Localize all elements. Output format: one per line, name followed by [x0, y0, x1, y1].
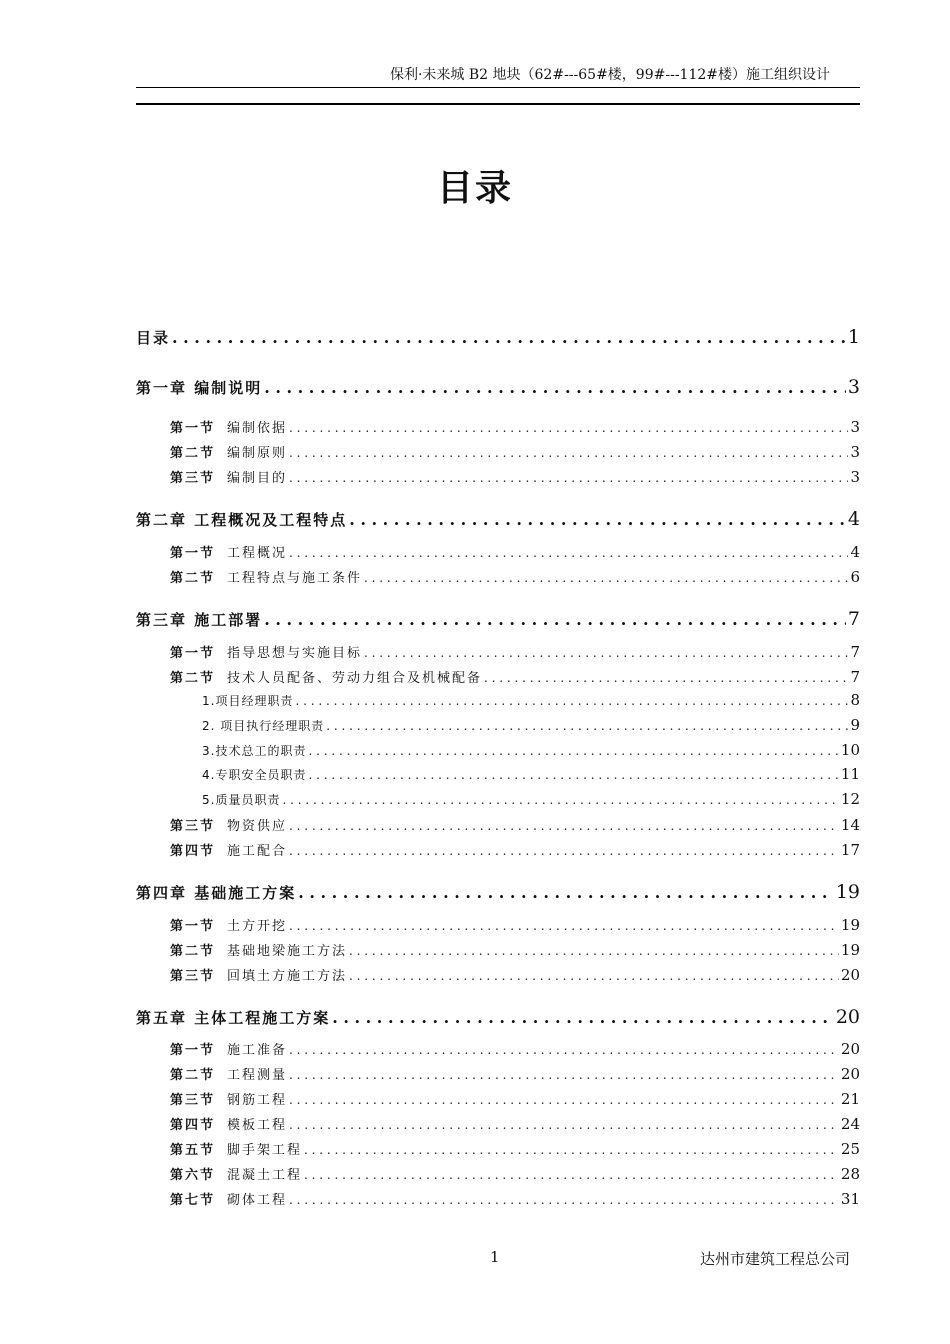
- toc-page-number: 7: [847, 608, 860, 630]
- toc-leader-dots: [484, 671, 848, 685]
- toc-page-number: 12: [840, 790, 860, 808]
- toc-leader-dots: [289, 819, 839, 833]
- toc-leader-dots: [289, 1043, 839, 1057]
- toc-section-number: 第一节: [170, 421, 216, 436]
- toc-entry-label: 第一章 编制说明: [136, 379, 263, 397]
- toc-page-number: 4: [850, 543, 860, 561]
- toc-entry[interactable]: [170, 467, 860, 486]
- toc-leader-dots: [289, 1193, 839, 1207]
- toc-entry-label: [170, 1139, 302, 1158]
- toc-entry[interactable]: [170, 940, 860, 959]
- toc-entry-label: [170, 417, 287, 436]
- toc-section-number: 第三节: [170, 1093, 216, 1108]
- toc-entry-label: [170, 1189, 287, 1208]
- toc-entry-label: [170, 542, 287, 561]
- toc-entry[interactable]: [136, 1006, 860, 1028]
- toc-entry[interactable]: [170, 1114, 860, 1133]
- toc-section-title: 工程特点与施工条件: [227, 571, 363, 586]
- toc-entry-label: 第四章 基础施工方案: [136, 884, 297, 902]
- toc-section-number: 第二节: [170, 944, 216, 959]
- toc-entry-label: [170, 467, 287, 486]
- toc-page-number: 20: [840, 1040, 860, 1058]
- toc-entry[interactable]: [170, 1089, 860, 1108]
- toc-section-number: 第六节: [170, 1168, 216, 1183]
- toc-leader-dots: [172, 328, 846, 347]
- toc-entry[interactable]: [170, 1189, 860, 1208]
- toc-section-number: 第一节: [170, 919, 216, 934]
- toc-entry-label: [170, 667, 482, 686]
- toc-section-title: 施工配合: [227, 844, 288, 859]
- toc-leader-dots: [282, 793, 838, 807]
- toc-page-number: 19: [840, 941, 860, 959]
- toc-entry[interactable]: [170, 965, 860, 984]
- toc-section-title: 施工准备: [227, 1043, 288, 1058]
- toc-section-title: 编制依据: [227, 421, 288, 436]
- toc-section-number: 第五节: [170, 1143, 216, 1158]
- toc-section-title: 编制原则: [227, 446, 288, 461]
- toc-leader-dots: [289, 421, 848, 435]
- toc-entry[interactable]: [170, 1139, 860, 1158]
- toc-section-number: 第七节: [170, 1193, 216, 1208]
- toc-section-number: 第一节: [170, 546, 216, 561]
- header-rule-thick: [136, 103, 860, 105]
- toc-page-number: 8: [850, 691, 860, 709]
- toc-leader-dots: [295, 694, 848, 708]
- toc-section-number: 第一节: [170, 646, 216, 661]
- toc-entry[interactable]: [136, 508, 860, 530]
- toc-entry[interactable]: [170, 1064, 860, 1083]
- toc-entry[interactable]: [136, 608, 860, 630]
- toc-entry-label: 1.项目经理职责: [202, 694, 294, 708]
- toc-entry-label: [170, 940, 347, 959]
- toc-entry-label: [170, 567, 362, 586]
- toc-entry[interactable]: [202, 790, 860, 808]
- toc-page-number: 19: [835, 881, 860, 903]
- toc-entry-label: [170, 1039, 287, 1058]
- toc-entry[interactable]: [170, 542, 860, 561]
- toc-section-title: 工程测量: [227, 1068, 288, 1083]
- toc-entry[interactable]: [170, 567, 860, 586]
- toc-section-number: 第四节: [170, 844, 216, 859]
- toc-section-number: 第一节: [170, 1043, 216, 1058]
- toc-section-number: 第二节: [170, 446, 216, 461]
- toc-page-number: 20: [840, 966, 860, 984]
- toc-entry-label: 2. 项目执行经理职责: [202, 719, 325, 733]
- toc-section-title: 工程概况: [227, 546, 288, 561]
- toc-entry[interactable]: [170, 815, 860, 834]
- toc-section-number: 第二节: [170, 571, 216, 586]
- toc-section-title: 砌体工程: [227, 1193, 288, 1208]
- toc-entry[interactable]: [202, 716, 860, 734]
- toc-leader-dots: [289, 919, 839, 933]
- toc-leader-dots: [264, 378, 846, 397]
- toc-section-number: 第二节: [170, 671, 216, 686]
- toc-entry-label: 目录: [136, 329, 171, 347]
- toc-entry[interactable]: [202, 691, 860, 709]
- toc-leader-dots: [349, 510, 846, 529]
- toc-entry[interactable]: [170, 417, 860, 436]
- toc-page-number: 3: [850, 468, 860, 486]
- toc-leader-dots: [308, 768, 838, 782]
- toc-entry-label: [170, 915, 287, 934]
- toc-entry-label: 4.专职安全员职责: [202, 768, 307, 782]
- toc-entry[interactable]: [170, 840, 860, 859]
- toc-entry-label: 第二章 工程概况及工程特点: [136, 511, 348, 529]
- toc-section-title: 回填土方施工方法: [227, 969, 348, 984]
- toc-leader-dots: [289, 1118, 839, 1132]
- toc-page-number: 11: [840, 765, 860, 783]
- toc-section-title: 钢筋工程: [227, 1093, 288, 1108]
- toc-page-number: 3: [850, 443, 860, 461]
- toc-leader-dots: [289, 1068, 839, 1082]
- toc-leader-dots: [308, 744, 838, 758]
- toc-section-number: 第三节: [170, 819, 216, 834]
- toc-entry-label: 5.质量员职责: [202, 793, 281, 807]
- toc-section-number: 第三节: [170, 471, 216, 486]
- running-header: 保利·未来城 B2 地块（62#---65#楼，99#---112#楼）施工组织设计: [389, 67, 830, 83]
- toc-section-number: 第二节: [170, 1068, 216, 1083]
- toc-leader-dots: [289, 844, 839, 858]
- toc-entry-label: [170, 442, 287, 461]
- toc-entry[interactable]: [170, 1164, 860, 1183]
- toc-page-number: 7: [850, 668, 860, 686]
- toc-leader-dots: [289, 446, 848, 460]
- toc-page-number: 1: [847, 326, 860, 348]
- toc-entry[interactable]: [170, 442, 860, 461]
- toc-section-title: 脚手架工程: [227, 1143, 303, 1158]
- toc-section-title: 混凝土工程: [227, 1168, 303, 1183]
- toc-section-title: 土方开挖: [227, 919, 288, 934]
- toc-entry-label: [170, 1089, 287, 1108]
- toc-section-title: 指导思想与实施目标: [227, 646, 363, 661]
- toc-page-number: 6: [850, 568, 860, 586]
- toc-section-number: 第三节: [170, 969, 216, 984]
- toc-entry[interactable]: [170, 667, 860, 686]
- toc-entry[interactable]: [136, 376, 860, 398]
- toc-entry[interactable]: [202, 765, 860, 783]
- toc-section-title: 编制目的: [227, 471, 288, 486]
- toc-page-number: 7: [850, 643, 860, 661]
- toc-page-number: 24: [840, 1115, 860, 1133]
- toc-leader-dots: [289, 546, 848, 560]
- toc-leader-dots: [349, 944, 839, 958]
- toc-entry-label: [170, 642, 362, 661]
- toc-entry-label: 第三章 施工部署: [136, 611, 263, 629]
- toc-entry-label: [170, 965, 347, 984]
- toc-section-title: 物资供应: [227, 819, 288, 834]
- footer-page-number: 1: [490, 1248, 500, 1266]
- toc-page-number: 20: [835, 1006, 860, 1028]
- toc-page-number: 17: [840, 841, 860, 859]
- toc-entry-label: [170, 840, 287, 859]
- toc-leader-dots: [264, 610, 846, 629]
- toc-leader-dots: [304, 1143, 839, 1157]
- header-rule-thin: [136, 87, 860, 88]
- toc-entry[interactable]: [136, 881, 860, 903]
- toc-page-number: 10: [840, 741, 860, 759]
- toc-entry-label: [170, 1114, 287, 1133]
- toc-page-number: 9: [850, 716, 860, 734]
- toc-page-number: 21: [840, 1090, 860, 1108]
- toc-leader-dots: [364, 571, 848, 585]
- toc-leader-dots: [364, 646, 848, 660]
- toc-leader-dots: [298, 883, 834, 902]
- toc-page-number: 31: [840, 1190, 860, 1208]
- toc-entry-label: 第五章 主体工程施工方案: [136, 1009, 331, 1027]
- toc-leader-dots: [349, 969, 839, 983]
- toc-entry-label: [170, 1064, 287, 1083]
- toc-page-number: 28: [840, 1165, 860, 1183]
- toc-entry[interactable]: [170, 642, 860, 661]
- toc-entry-label: [170, 815, 287, 834]
- toc-leader-dots: [304, 1168, 839, 1182]
- footer-company: 达州市建筑工程总公司: [699, 1250, 850, 1268]
- toc-page-number: 25: [840, 1140, 860, 1158]
- toc-page-number: 19: [840, 916, 860, 934]
- toc-entry[interactable]: [202, 741, 860, 759]
- toc-entry-label: [170, 1164, 302, 1183]
- toc-leader-dots: [332, 1008, 834, 1027]
- toc-leader-dots: [289, 471, 848, 485]
- toc-page-number: 14: [840, 816, 860, 834]
- toc-page-number: 3: [850, 418, 860, 436]
- toc-leader-dots: [289, 1093, 839, 1107]
- page-title: 目录: [436, 168, 513, 209]
- toc-entry[interactable]: [170, 915, 860, 934]
- toc-entry[interactable]: [136, 326, 860, 348]
- toc-entry[interactable]: [170, 1039, 860, 1058]
- toc-section-number: 第四节: [170, 1118, 216, 1133]
- toc-page-number: 4: [847, 508, 860, 530]
- toc-page-number: 3: [847, 376, 860, 398]
- toc-leader-dots: [326, 719, 848, 733]
- toc-page-number: 20: [840, 1065, 860, 1083]
- toc-entry-label: 3.技术总工的职责: [202, 744, 307, 758]
- toc-section-title: 基础地梁施工方法: [227, 944, 348, 959]
- toc-section-title: 技术人员配备、劳动力组合及机械配备: [227, 671, 483, 686]
- toc-section-title: 模板工程: [227, 1118, 288, 1133]
